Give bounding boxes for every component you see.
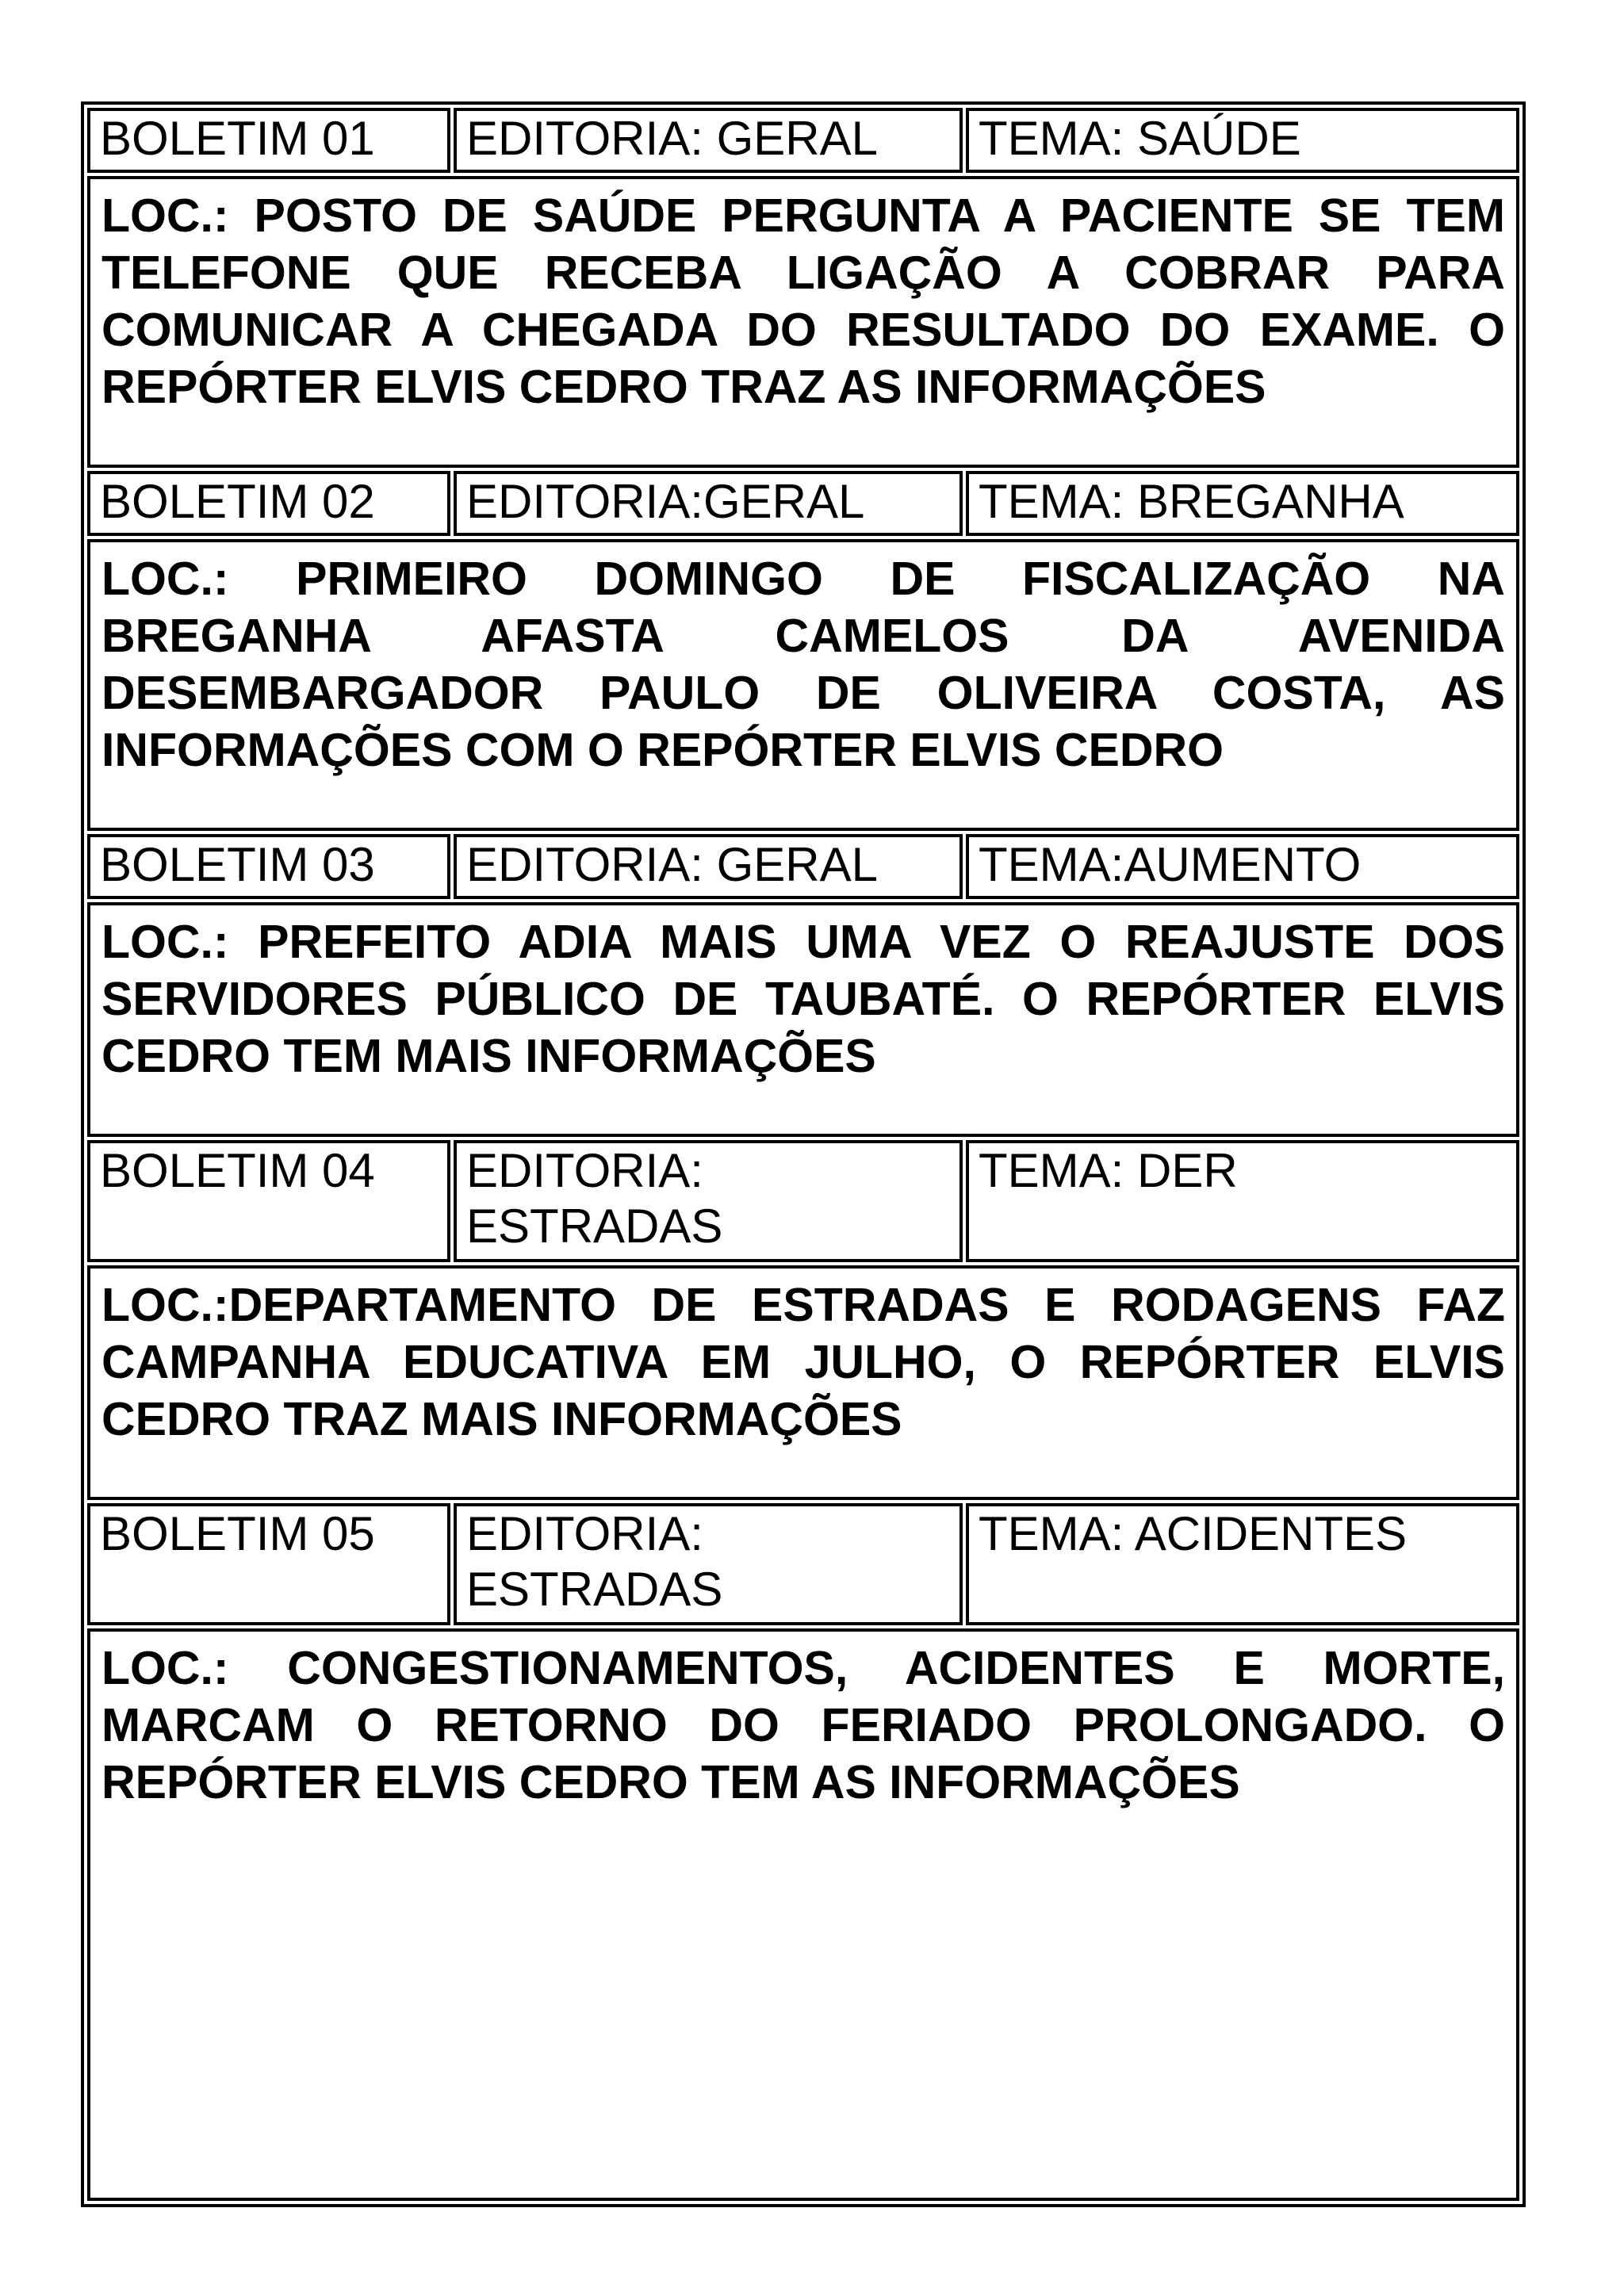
- editoria-cell: EDITORIA: GERAL: [454, 108, 963, 173]
- boletim-cell: BOLETIM 03: [87, 834, 450, 899]
- tema-cell: TEMA: BREGANHA: [966, 471, 1519, 536]
- bulletin-sheet: [81, 101, 1526, 2207]
- boletim-cell: BOLETIM 02: [87, 471, 450, 536]
- tema-cell: TEMA: ACIDENTES: [966, 1503, 1519, 1625]
- loc-text-cell: LOC.: PRIMEIRO DOMINGO DE FISCALIZAÇÃO NA BREGANHA AFASTA CAMELOS DA AVENIDA DESEMBARGADOR PAULO DE OLIVEIRA COSTA, AS INFORMAÇÕES COM O REPÓRTER ELVIS CEDRO: [87, 539, 1519, 831]
- tema-cell: TEMA: SAÚDE: [966, 108, 1519, 173]
- loc-text-cell: LOC.: POSTO DE SAÚDE PERGUNTA A PACIENTE SE TEM TELEFONE QUE RECEBA LIGAÇÃO A COBRAR PARA COMUNICAR A CHEGADA DO RESULTADO DO EXAME. O REPÓRTER ELVIS CEDRO TRAZ AS INFORMAÇÕES: [87, 176, 1519, 468]
- editoria-cell: EDITORIA:GERAL: [454, 471, 963, 536]
- loc-text-cell: LOC.: PREFEITO ADIA MAIS UMA VEZ O REAJUSTE DOS SERVIDORES PÚBLICO DE TAUBATÉ. O REPÓRTER ELVIS CEDRO TEM MAIS INFORMAÇÕES: [87, 902, 1519, 1137]
- boletim-cell: BOLETIM 05: [87, 1503, 450, 1625]
- bulletin-table: [87, 108, 1519, 2201]
- editoria-cell: EDITORIA: ESTRADAS: [454, 1140, 963, 1262]
- editoria-cell: EDITORIA: ESTRADAS: [454, 1503, 963, 1625]
- boletim-cell: BOLETIM 04: [87, 1140, 450, 1262]
- loc-text-cell: LOC.:DEPARTAMENTO DE ESTRADAS E RODAGENS FAZ CAMPANHA EDUCATIVA EM JULHO, O REPÓRTER ELVIS CEDRO TRAZ MAIS INFORMAÇÕES: [87, 1265, 1519, 1500]
- tema-cell: TEMA:AUMENTO: [966, 834, 1519, 899]
- loc-text-cell: LOC.: CONGESTIONAMENTOS, ACIDENTES E MORTE, MARCAM O RETORNO DO FERIADO PROLONGADO. O REPÓRTER ELVIS CEDRO TEM AS INFORMAÇÕES: [87, 1628, 1519, 2201]
- boletim-cell: BOLETIM 01: [87, 108, 450, 173]
- editoria-cell: EDITORIA: GERAL: [454, 834, 963, 899]
- tema-cell: TEMA: DER: [966, 1140, 1519, 1262]
